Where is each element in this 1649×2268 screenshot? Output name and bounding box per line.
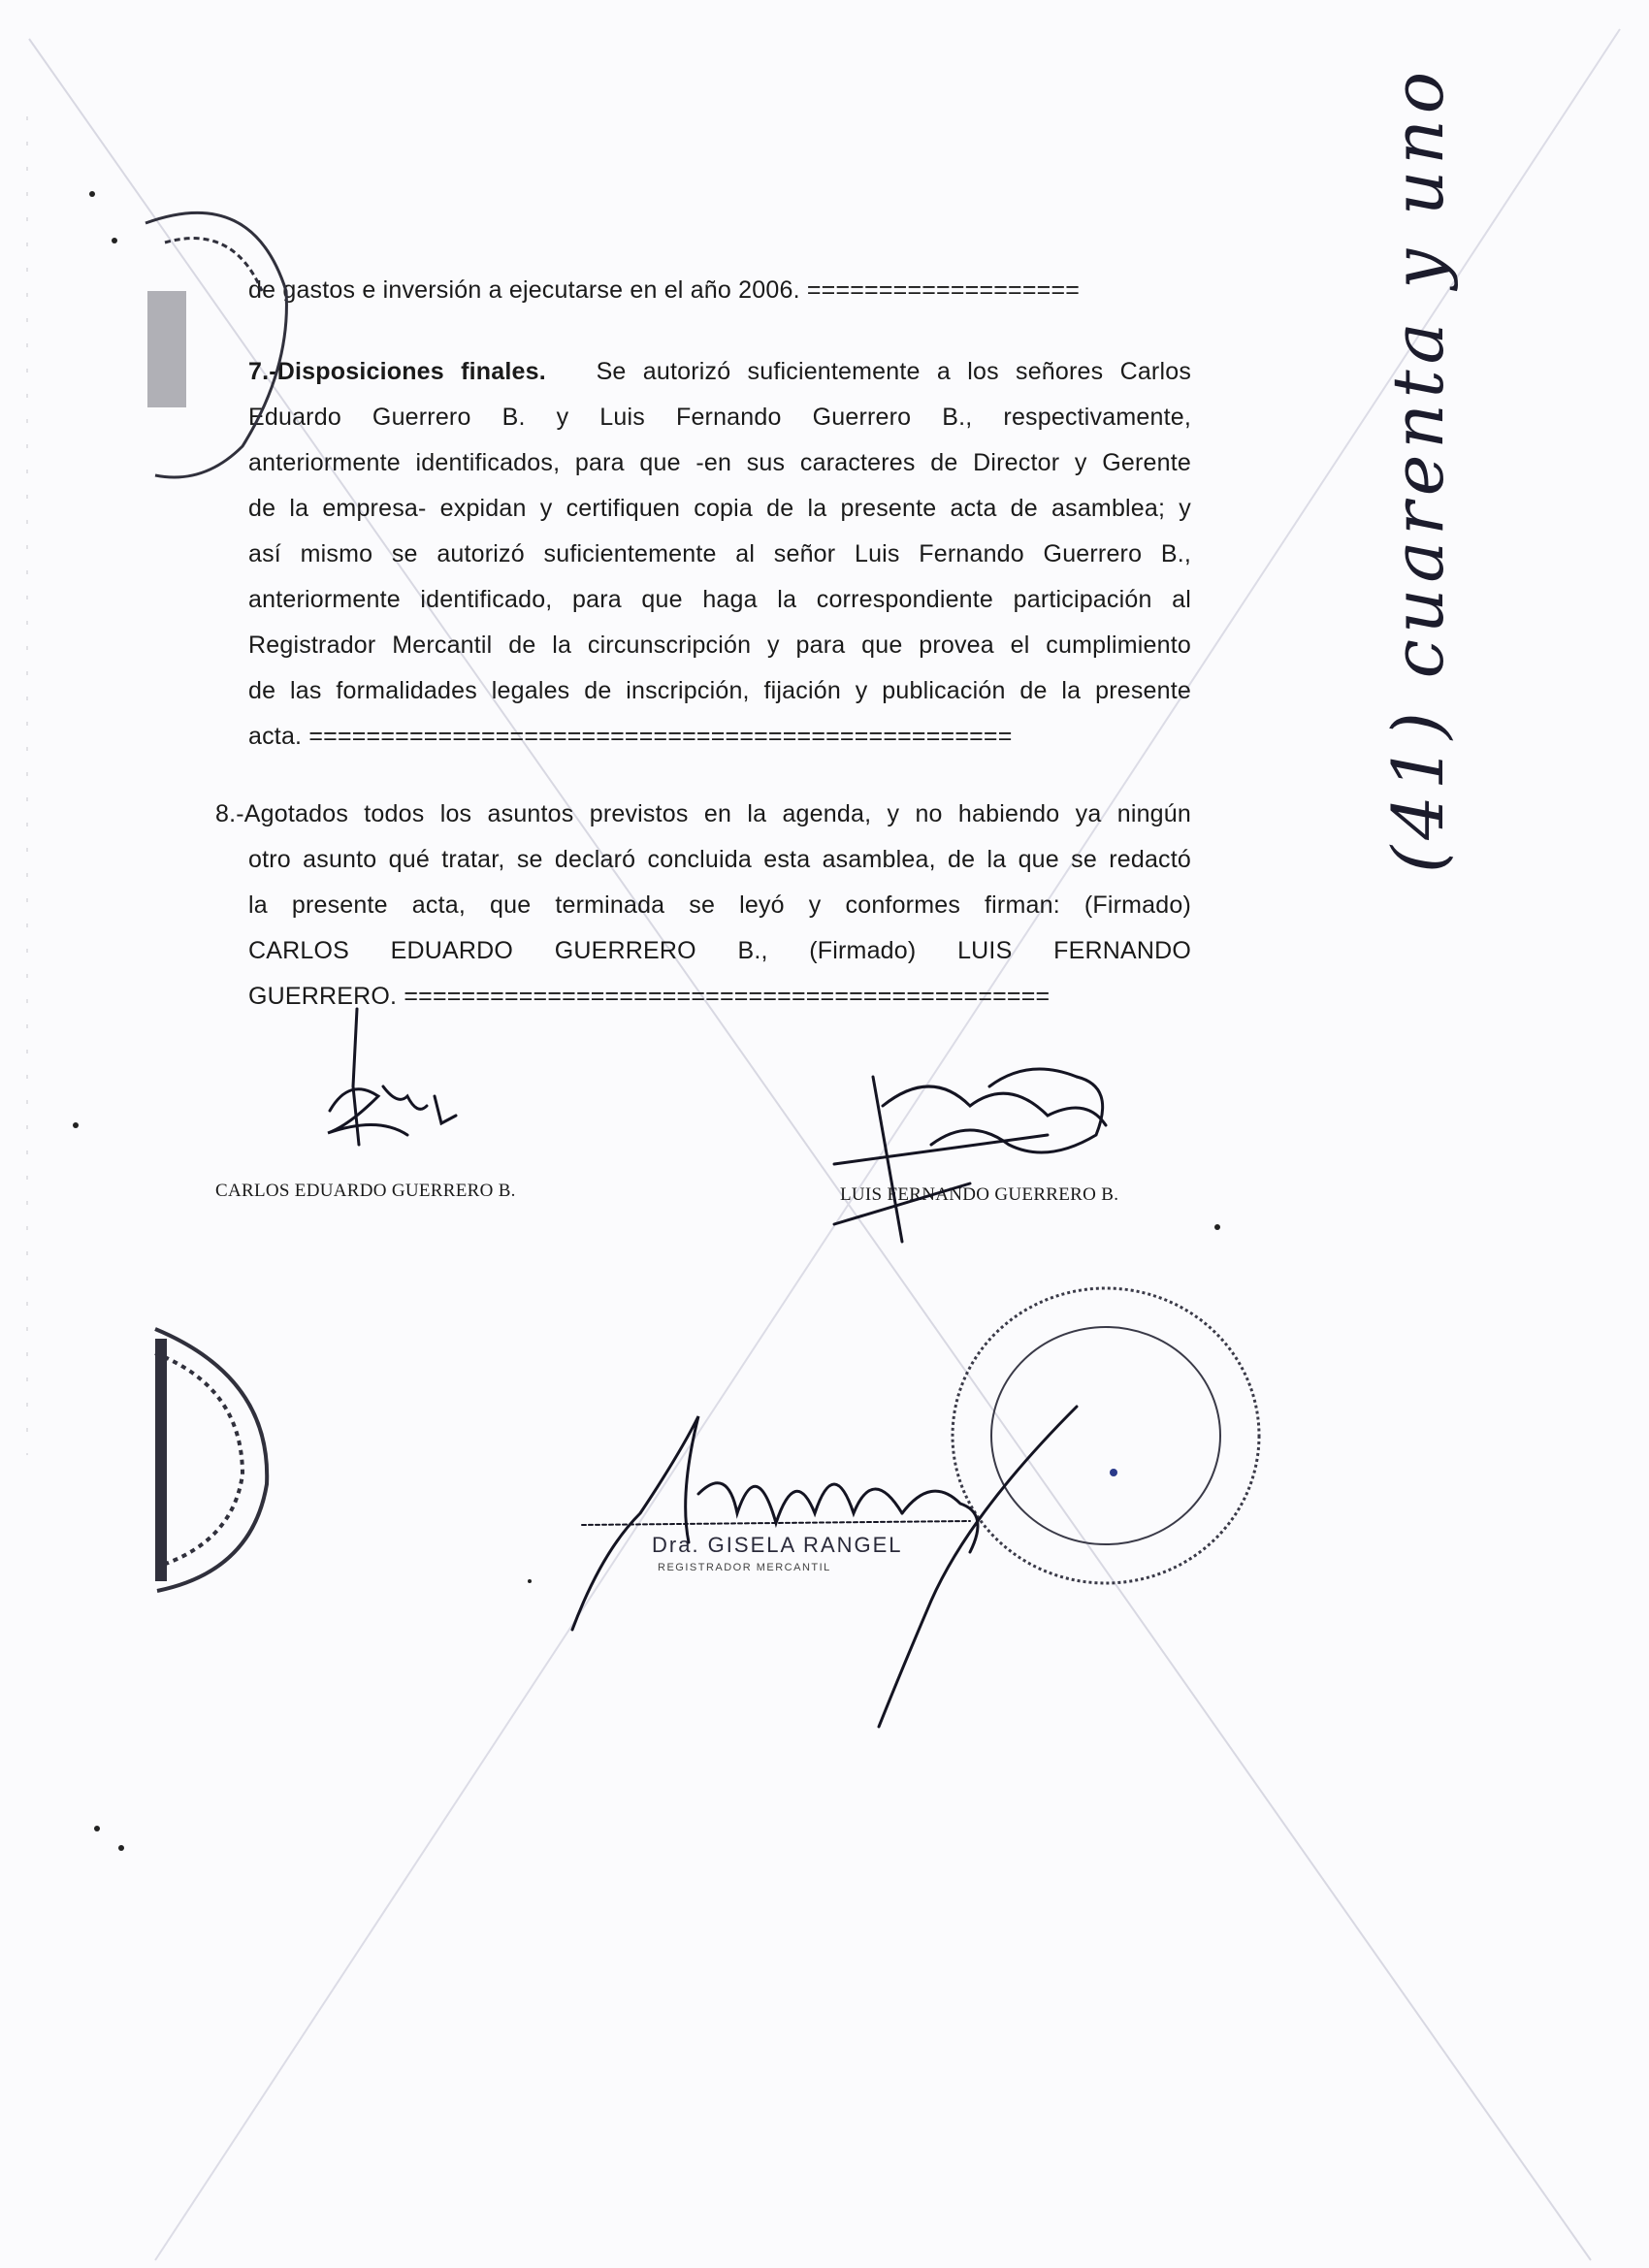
registrar-name: Dra. GISELA RANGEL — [652, 1533, 903, 1557]
section-heading: 7.-Disposiciones finales. — [248, 358, 546, 385]
handwritten-folio-note: (41) cuarenta y uno — [1377, 65, 1459, 873]
text-line: Eduardo Guerrero B. y Luis Fernando Guerrero B., respectivamente, — [248, 404, 1191, 431]
text-line-part: Se autorizó suficientemente a los señores Carlos — [596, 358, 1192, 385]
text-line: anteriormente identificados, para que -en sus caracteres de Director y Gerente — [248, 449, 1191, 476]
text-line: Registrador Mercantil de la circunscripción y para que provea el cumplimiento — [248, 632, 1191, 659]
section-7 — [248, 349, 1191, 760]
text-line: otro asunto qué tratar, se declaró concluida esta asamblea, de la que se redactó — [248, 846, 1191, 873]
text-line: la presente acta, que terminada se leyó y conformes firman: (Firmado) — [248, 891, 1191, 919]
text-line: 8.-Agotados todos los asuntos previstos en la agenda, y no habiendo ya ningún — [215, 800, 1191, 827]
text-line: de la empresa- expidan y certifiquen copia de la presente acta de asamblea; y — [248, 495, 1191, 522]
registrar-title: REGISTRADOR MERCANTIL — [658, 1562, 831, 1573]
text-line: anteriormente identificado, para que haga la correspondiente participación al — [248, 586, 1191, 613]
text-line: de las formalidades legales de inscripción, fijación y publicación de la presente — [248, 677, 1191, 704]
text-line — [248, 349, 1191, 395]
signature-name-right: LUIS FERNANDO GUERRERO B. — [840, 1184, 1119, 1205]
signature-name-left: CARLOS EDUARDO GUERRERO B. — [215, 1181, 516, 1201]
text-line: acta. ================================================= — [248, 723, 1013, 750]
text-line: así mismo se autorizó suficientemente al señor Luis Fernando Guerrero B., — [248, 540, 1191, 567]
paragraph-budget — [248, 268, 1191, 313]
text-line: CARLOS EDUARDO GUERRERO B., (Firmado) LUIS FERNANDO — [248, 937, 1191, 964]
text-line: GUERRERO. ============================================= — [248, 983, 1051, 1010]
text-line: de gastos e inversión a ejecutarse en el año 2006. =================== — [248, 276, 1081, 304]
section-8 — [215, 792, 1191, 1020]
